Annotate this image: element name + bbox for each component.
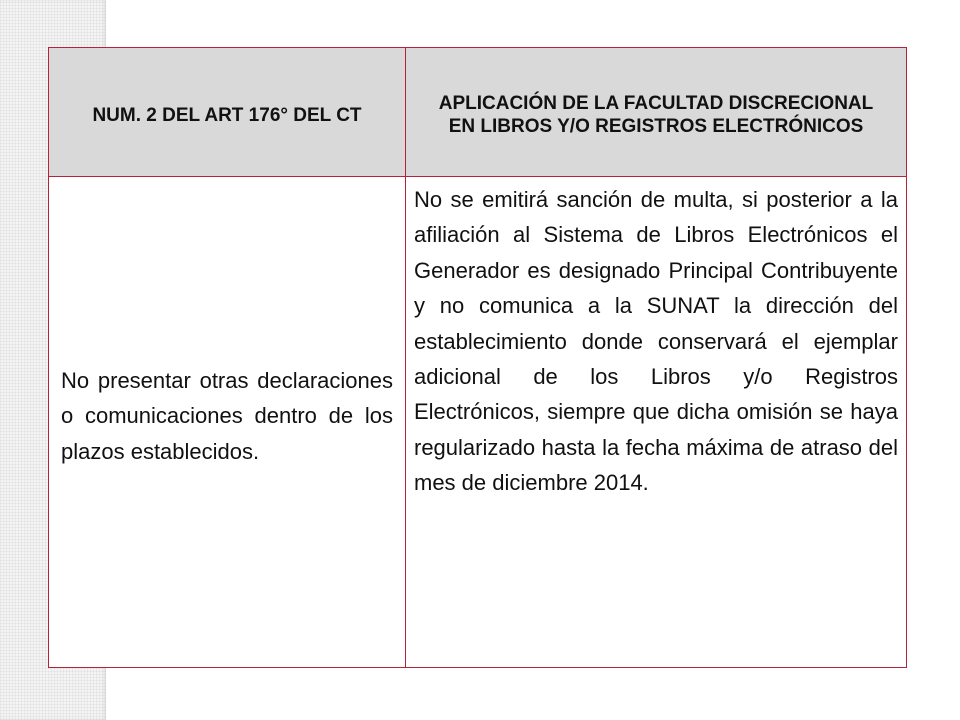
- header-article-cell: NUM. 2 DEL ART 176° DEL CT: [49, 48, 406, 177]
- header-application-cell: APLICACIÓN DE LA FACULTAD DISCRECIONAL EN LIBROS Y/O REGISTROS ELECTRÓNICOS: [406, 48, 907, 177]
- table-row: [49, 177, 907, 668]
- application-description-cell: No se emitirá sanción de multa, si posterior a la afiliación al Sistema de Libros Electrónicos el Generador es designado Principal Contribuyente y no comunica a la SUNAT la dirección del establecimiento donde conservará el ejemplar adicional de los Libros y/o Registros Electrónicos, siempre que dicha omisión se haya regularizado hasta la fecha máxima de atraso del mes de diciembre 2014.: [406, 177, 907, 668]
- infraction-description-cell: No presentar otras declaraciones o comunicaciones dentro de los plazos establecidos.: [49, 177, 406, 668]
- header-row: [49, 48, 907, 177]
- table-header: [49, 48, 907, 177]
- table-body: [49, 177, 907, 668]
- sanction-table: [48, 47, 907, 668]
